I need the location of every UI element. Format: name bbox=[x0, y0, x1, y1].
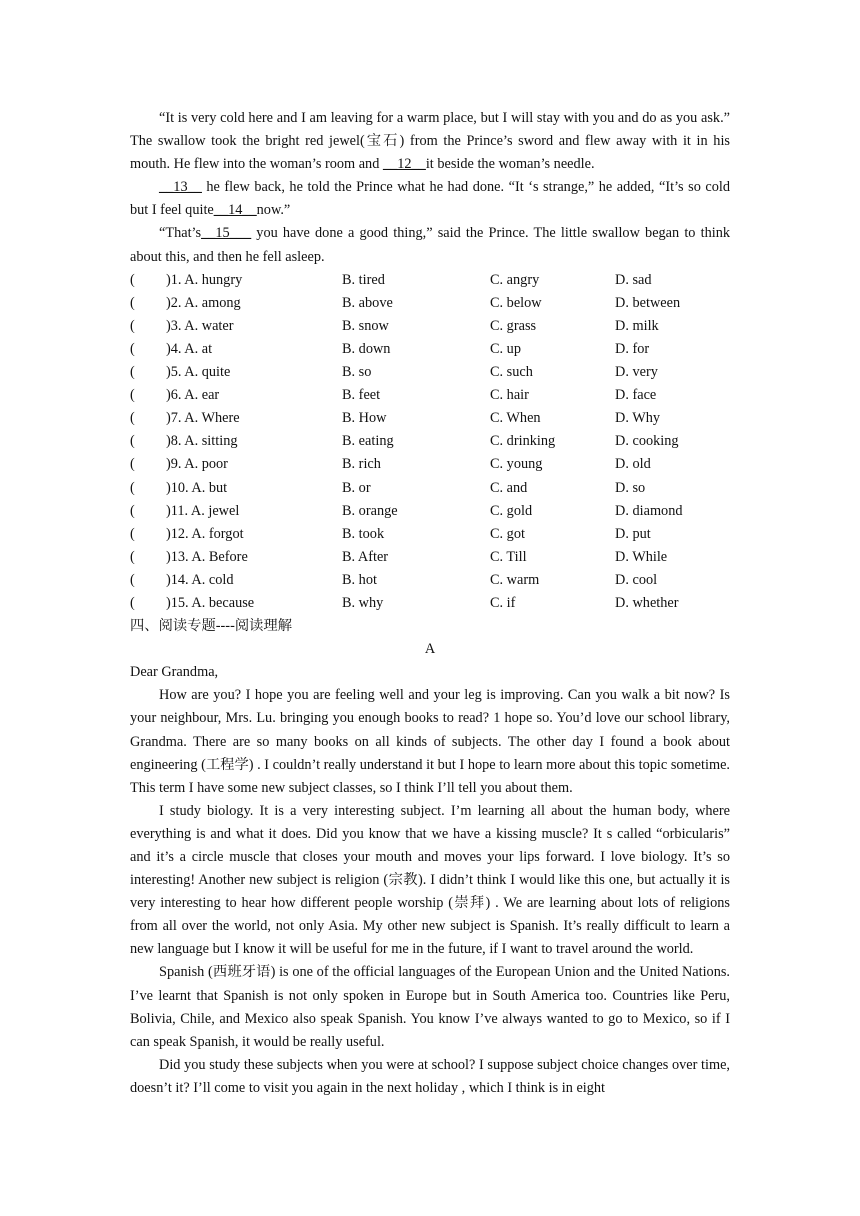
blank-12: __12__ bbox=[382, 156, 426, 173]
option-row bbox=[130, 338, 730, 361]
option-c: C. if bbox=[490, 594, 516, 611]
option-d: D. face bbox=[615, 387, 657, 404]
option-d: D. between bbox=[615, 294, 681, 311]
cloze-paragraph-3 bbox=[130, 222, 730, 268]
passage-label: A bbox=[424, 641, 436, 658]
blank-15: __15___ bbox=[201, 225, 252, 242]
blank-14: __14__ bbox=[213, 202, 257, 219]
option-list bbox=[130, 269, 730, 615]
option-b: B. eating bbox=[342, 433, 394, 450]
option-c: C. drinking bbox=[490, 433, 556, 450]
option-c: C. such bbox=[490, 364, 533, 381]
option-row bbox=[130, 384, 730, 407]
option-d: D. sad bbox=[615, 271, 652, 288]
option-d: D. While bbox=[615, 548, 668, 565]
option-d: D. very bbox=[615, 364, 658, 381]
answer-bracket: ( bbox=[130, 271, 135, 288]
option-row bbox=[130, 430, 730, 453]
option-a: )3. A. water bbox=[166, 317, 234, 334]
option-row bbox=[130, 592, 730, 615]
answer-bracket: ( bbox=[130, 502, 135, 519]
answer-bracket: ( bbox=[130, 479, 135, 496]
answer-bracket: ( bbox=[130, 525, 135, 542]
option-a: )5. A. quite bbox=[166, 364, 231, 381]
option-a: )15. A. because bbox=[166, 594, 255, 611]
option-c: C. angry bbox=[490, 271, 540, 288]
cloze-text: “It is very cold here and I am leaving for a warm place, but I will stay with you and do as you ask.” The swallow took the bright red jewel(宝石) from the Prince’s sword and flew away with it in his mouth. He flew into the woman’s room and bbox=[130, 110, 730, 173]
option-b: B. snow bbox=[342, 317, 389, 334]
option-a: )14. A. cold bbox=[166, 571, 234, 588]
option-b: B. took bbox=[342, 525, 385, 542]
option-a: )13. A. Before bbox=[166, 548, 248, 565]
option-b: B. tired bbox=[342, 271, 385, 288]
option-a: )9. A. poor bbox=[166, 456, 228, 473]
cloze-text: he flew back, he told the Prince what he had done. “It ‘s strange,” he added, “It’s so cold but I feel quite bbox=[130, 179, 730, 219]
option-b: B. above bbox=[342, 294, 393, 311]
option-row bbox=[130, 546, 730, 569]
option-a: )1. A. hungry bbox=[166, 271, 243, 288]
option-d: D. old bbox=[615, 456, 651, 473]
option-b: B. rich bbox=[342, 456, 381, 473]
option-c: C. warm bbox=[490, 571, 540, 588]
answer-bracket: ( bbox=[130, 571, 135, 588]
option-row bbox=[130, 477, 730, 500]
option-row bbox=[130, 315, 730, 338]
option-d: D. milk bbox=[615, 317, 659, 334]
option-c: C. up bbox=[490, 340, 521, 357]
section-heading: 四、阅读专题----阅读理解 bbox=[130, 618, 293, 635]
option-c: C. When bbox=[490, 410, 541, 427]
option-c: C. gold bbox=[490, 502, 533, 519]
answer-bracket: ( bbox=[130, 548, 135, 565]
option-b: B. so bbox=[342, 364, 372, 381]
option-row bbox=[130, 569, 730, 592]
option-row bbox=[130, 292, 730, 315]
cloze-text: “That’s bbox=[159, 225, 202, 242]
option-d: D. diamond bbox=[615, 502, 683, 519]
option-a: )11. A. jewel bbox=[166, 502, 240, 519]
option-d: D. for bbox=[615, 340, 650, 357]
option-a: )8. A. sitting bbox=[166, 433, 238, 450]
answer-bracket: ( bbox=[130, 433, 135, 450]
blank-13: __13__ bbox=[159, 179, 202, 196]
answer-bracket: ( bbox=[130, 364, 135, 381]
answer-bracket: ( bbox=[130, 317, 135, 334]
option-b: B. How bbox=[342, 410, 387, 427]
option-row bbox=[130, 523, 730, 546]
letter-greeting: Dear Grandma, bbox=[130, 664, 219, 681]
cloze-paragraph-2 bbox=[130, 176, 730, 222]
option-a: )10. A. but bbox=[166, 479, 228, 496]
option-row bbox=[130, 361, 730, 384]
option-b: B. or bbox=[342, 479, 371, 496]
answer-bracket: ( bbox=[130, 387, 135, 404]
option-a: )4. A. at bbox=[166, 340, 213, 357]
answer-bracket: ( bbox=[130, 410, 135, 427]
option-c: C. Till bbox=[490, 548, 527, 565]
option-c: C. grass bbox=[490, 317, 537, 334]
answer-bracket: ( bbox=[130, 456, 135, 473]
option-c: C. got bbox=[490, 525, 525, 542]
option-c: C. hair bbox=[490, 387, 529, 404]
letter-paragraph-4: Did you study these subjects when you were at school? I suppose subject choice changes over time, doesn’t it? I’ll come to visit you again in the next holiday , which I think is in eight bbox=[130, 1056, 730, 1096]
answer-bracket: ( bbox=[130, 594, 135, 611]
option-b: B. feet bbox=[342, 387, 381, 404]
option-c: C. below bbox=[490, 294, 542, 311]
option-a: )6. A. ear bbox=[166, 387, 220, 404]
option-d: D. whether bbox=[615, 594, 679, 611]
option-a: )2. A. among bbox=[166, 294, 241, 311]
document-page bbox=[130, 107, 730, 1100]
option-d: D. cooking bbox=[615, 433, 679, 450]
option-a: )7. A. Where bbox=[166, 410, 240, 427]
option-b: B. down bbox=[342, 340, 391, 357]
option-row bbox=[130, 407, 730, 430]
letter-paragraph-1: How are you? I hope you are feeling well and your leg is improving. Can you walk a bit now? Is your neighbour, Mrs. Lu. bringing you enough books to read? 1 hope so. You’d love our school library, Grandma. There are so many books on all kinds of subjects. The other day I found a book about engineering (工程学) . I couldn’t really understand it but I hope to learn more about this topic sometime. This term I have some new subject classes, so I think I’ll tell you about them. bbox=[130, 687, 730, 796]
letter-paragraph-3: Spanish (西班牙语) is one of the official languages of the European Union and the United Nations. I’ve learnt that Spanish is not only spoken in Europe but in South America too. Countries like Peru, Bolivia, Chile, and Mexico also speak Spanish. You know I’ve always wanted to go to Mexico, so if I can speak Spanish, it would be really useful. bbox=[130, 964, 730, 1050]
cloze-text: you have done a good thing,” said the Prince. The little swallow began to think about this, and then he fell asleep. bbox=[130, 225, 730, 265]
option-d: D. put bbox=[615, 525, 651, 542]
letter-paragraph-2: I study biology. It is a very interesting subject. I’m learning all about the human body, where everything is and what it does. Did you know that we have a kissing muscle? It s called “orbicularis” and it’s a circle muscle that closes your mouth and moves your lips forward. I love biology. It’s so interesting! Another new subject is religion (宗教). I didn’t think I would like this one, but actually it is very interesting to hear how different people worship (崇拜) . We are learning about lots of religions from all over the world, not only Asia. My other new subject is Spanish. It’s really difficult to learn a new language but I know it will be useful for me in the future, if I want to travel around the world. bbox=[130, 802, 730, 958]
option-b: B. orange bbox=[342, 502, 398, 519]
cloze-text: now.” bbox=[256, 202, 291, 219]
option-row bbox=[130, 453, 730, 476]
answer-bracket: ( bbox=[130, 294, 135, 311]
option-c: C. young bbox=[490, 456, 543, 473]
option-b: B. After bbox=[342, 548, 389, 565]
option-a: )12. A. forgot bbox=[166, 525, 244, 542]
option-b: B. why bbox=[342, 594, 384, 611]
option-c: C. and bbox=[490, 479, 528, 496]
answer-bracket: ( bbox=[130, 340, 135, 357]
option-d: D. so bbox=[615, 479, 646, 496]
cloze-text: it beside the woman’s needle. bbox=[425, 156, 595, 173]
option-row bbox=[130, 269, 730, 292]
option-d: D. Why bbox=[615, 410, 661, 427]
option-row bbox=[130, 500, 730, 523]
cloze-paragraph-1 bbox=[130, 107, 730, 176]
option-b: B. hot bbox=[342, 571, 377, 588]
option-d: D. cool bbox=[615, 571, 658, 588]
